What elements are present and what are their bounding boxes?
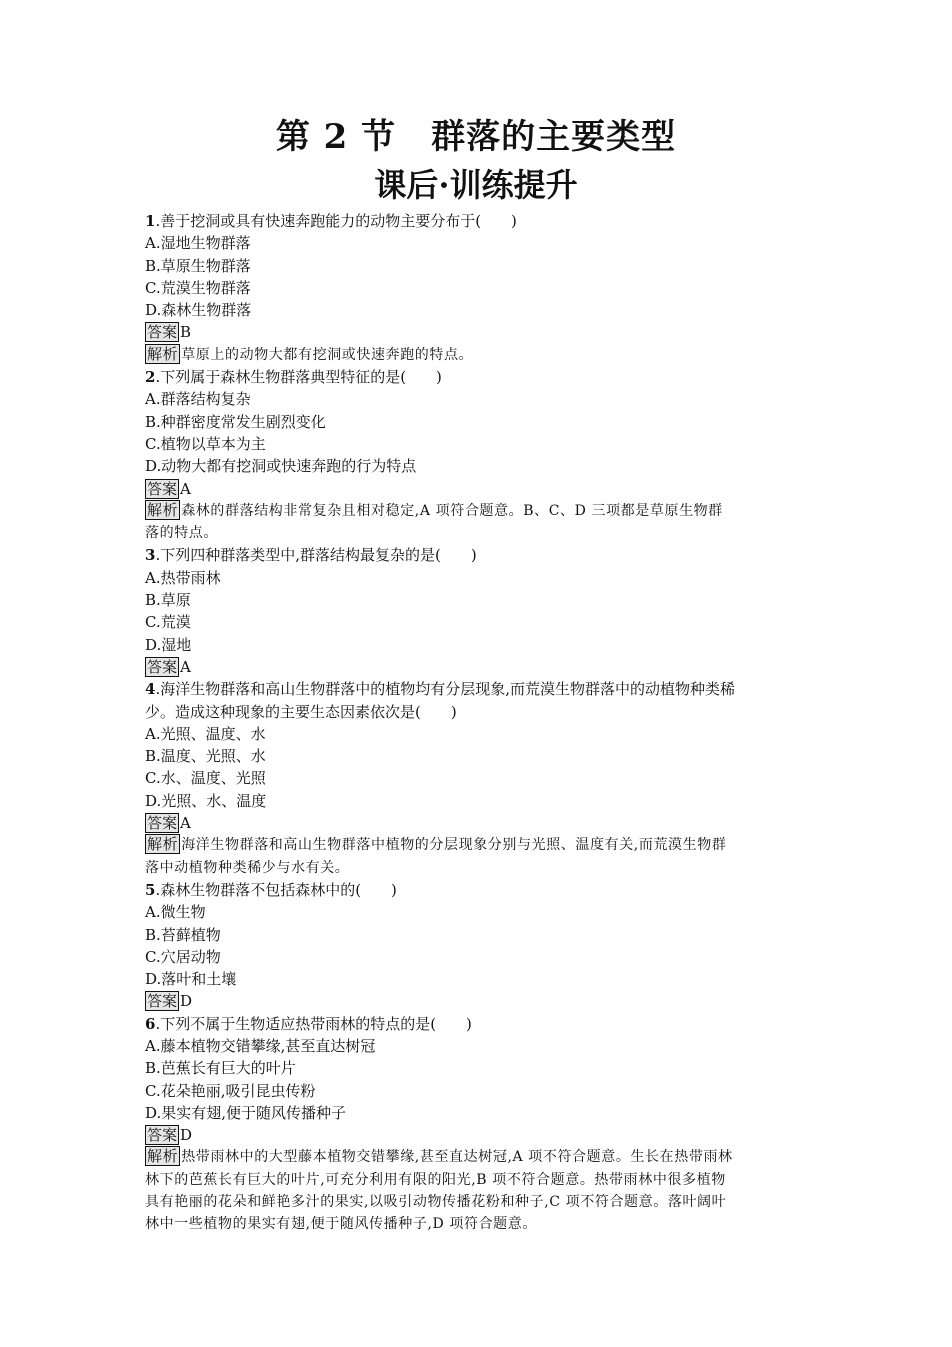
question-stem <box>145 544 815 566</box>
answer-value: D <box>180 1126 193 1145</box>
question-text: .善于挖洞或具有快速奔跑能力的动物主要分布于( ) <box>155 212 517 230</box>
answer-tag: 答案 <box>147 992 178 1011</box>
question-stem <box>145 366 815 388</box>
question-number: 5 <box>145 880 156 899</box>
analysis-text: 落的特点。 <box>145 525 218 542</box>
question-block <box>145 544 815 678</box>
section-title: 第 2 节 群落的主要类型 <box>275 117 677 157</box>
option: B.芭蕉长有巨大的叶片 <box>145 1059 296 1078</box>
analysis-line <box>145 344 815 366</box>
analysis-text: 林中一些植物的果实有翅,便于随风传播种子,D 项符合题意。 <box>145 1216 537 1233</box>
question-number: 6 <box>145 1014 156 1033</box>
answer-value: A <box>180 814 191 833</box>
option: A.光照、温度、水 <box>145 724 266 743</box>
analysis-text: 热带雨林中的大型藤本植物交错攀缘,甚至直达树冠,A 项不符合题意。生长在热带雨林 <box>181 1149 733 1166</box>
answer-tag: 答案 <box>147 1126 178 1145</box>
question-text: .下列不属于生物适应热带雨林的特点的是( ) <box>155 1014 472 1033</box>
analysis-text: 草原上的动物大都有挖洞或快速奔跑的特点。 <box>181 346 474 363</box>
analysis-block <box>145 344 815 366</box>
analysis-block <box>145 500 815 545</box>
answer-tag: 答案 <box>147 323 178 342</box>
section-subtitle: 课后·训练提升 <box>374 166 578 204</box>
answer-row <box>145 321 815 343</box>
analysis-line <box>145 1169 815 1191</box>
option: C.荒漠 <box>145 613 191 632</box>
question-number: 4 <box>145 680 156 699</box>
option: D.森林生物群落 <box>145 301 252 320</box>
question-block <box>145 1013 815 1236</box>
answer-row <box>145 812 815 834</box>
analysis-line <box>145 1191 815 1213</box>
answer-row <box>145 478 815 500</box>
analysis-text: 海洋生物群落和高山生物群落中植物的分层现象分别与光照、温度有关,而荒漠生物群 <box>181 837 727 854</box>
analysis-tag: 解析 <box>147 500 179 519</box>
answer-tag: 答案 <box>147 479 178 498</box>
option: A.藤本植物交错攀缘,甚至直达树冠 <box>145 1036 376 1055</box>
option: D.果实有翅,便于随风传播种子 <box>145 1103 347 1122</box>
analysis-line <box>145 857 815 879</box>
question-stem <box>145 210 815 232</box>
question-block <box>145 366 815 544</box>
option: C.荒漠生物群落 <box>145 278 251 297</box>
option: B.温度、光照、水 <box>145 747 266 766</box>
question-block <box>145 879 815 1013</box>
option: D.湿地 <box>145 635 192 654</box>
option: A.群落结构复杂 <box>145 390 251 409</box>
analysis-text: 落中动植物种类稀少与水有关。 <box>145 859 350 876</box>
question-text-cont: 少。造成这种现象的主要生态因素依次是( ) <box>145 702 457 721</box>
question-stem <box>145 678 815 700</box>
option: B.草原 <box>145 591 191 610</box>
question-text: .森林生物群落不包括森林中的( ) <box>155 880 397 899</box>
analysis-text: 具有艳丽的花朵和鲜艳多汁的果实,以吸引动物传播花粉和种子,C 项不符合题意。落叶阔叶 <box>145 1194 727 1211</box>
option: D.动物大都有挖洞或快速奔跑的行为特点 <box>145 457 417 476</box>
analysis-text: 林下的芭蕉长有巨大的叶片,可充分利用有限的阳光,B 项不符合题意。热带雨林中很多植物 <box>145 1171 726 1188</box>
analysis-block <box>145 834 815 879</box>
option: D.落叶和土壤 <box>145 970 237 989</box>
analysis-line <box>145 522 815 544</box>
answer-row <box>145 656 815 678</box>
question-text: .下列四种群落类型中,群落结构最复杂的是( ) <box>155 546 477 565</box>
analysis-line <box>145 500 815 522</box>
option: B.苔藓植物 <box>145 925 221 944</box>
option: C.水、温度、光照 <box>145 769 266 788</box>
analysis-tag: 解析 <box>147 344 179 363</box>
option: A.微生物 <box>145 903 206 922</box>
option: C.植物以草本为主 <box>145 434 266 453</box>
option: D.光照、水、温度 <box>145 791 267 810</box>
option: A.热带雨林 <box>145 568 221 587</box>
answer-value: D <box>180 992 193 1011</box>
analysis-line <box>145 834 815 856</box>
analysis-line <box>145 1146 815 1168</box>
analysis-block <box>145 1146 815 1235</box>
answer-tag: 答案 <box>147 657 178 676</box>
answer-tag: 答案 <box>147 814 178 833</box>
question-text: .下列属于森林生物群落典型特征的是( ) <box>155 368 442 387</box>
answer-value: B <box>180 323 192 342</box>
question-number: 3 <box>145 546 156 565</box>
analysis-tag: 解析 <box>147 1147 179 1166</box>
option: C.穴居动物 <box>145 947 221 966</box>
question-block <box>145 678 815 879</box>
question-number: 1 <box>145 212 156 230</box>
answer-value: A <box>180 657 191 676</box>
option: B.草原生物群落 <box>145 256 251 275</box>
option: B.种群密度常发生剧烈变化 <box>145 412 326 431</box>
answer-row <box>145 1124 815 1146</box>
question-stem <box>145 879 815 901</box>
analysis-text: 森林的群落结构非常复杂且相对稳定,A 项符合题意。B、C、D 三项都是草原生物群 <box>181 502 723 519</box>
analysis-tag: 解析 <box>147 835 179 854</box>
question-stem <box>145 1013 815 1035</box>
answer-value: A <box>180 479 191 498</box>
question-number: 2 <box>145 368 156 387</box>
question-block <box>145 210 815 366</box>
option: C.花朵艳丽,吸引昆虫传粉 <box>145 1081 316 1100</box>
question-list <box>145 210 815 1236</box>
option: A.湿地生物群落 <box>145 234 251 253</box>
analysis-line <box>145 1213 815 1235</box>
question-text: .海洋生物群落和高山生物群落中的植物均有分层现象,而荒漠生物群落中的动植物种类稀 <box>155 680 735 699</box>
answer-row <box>145 990 815 1012</box>
